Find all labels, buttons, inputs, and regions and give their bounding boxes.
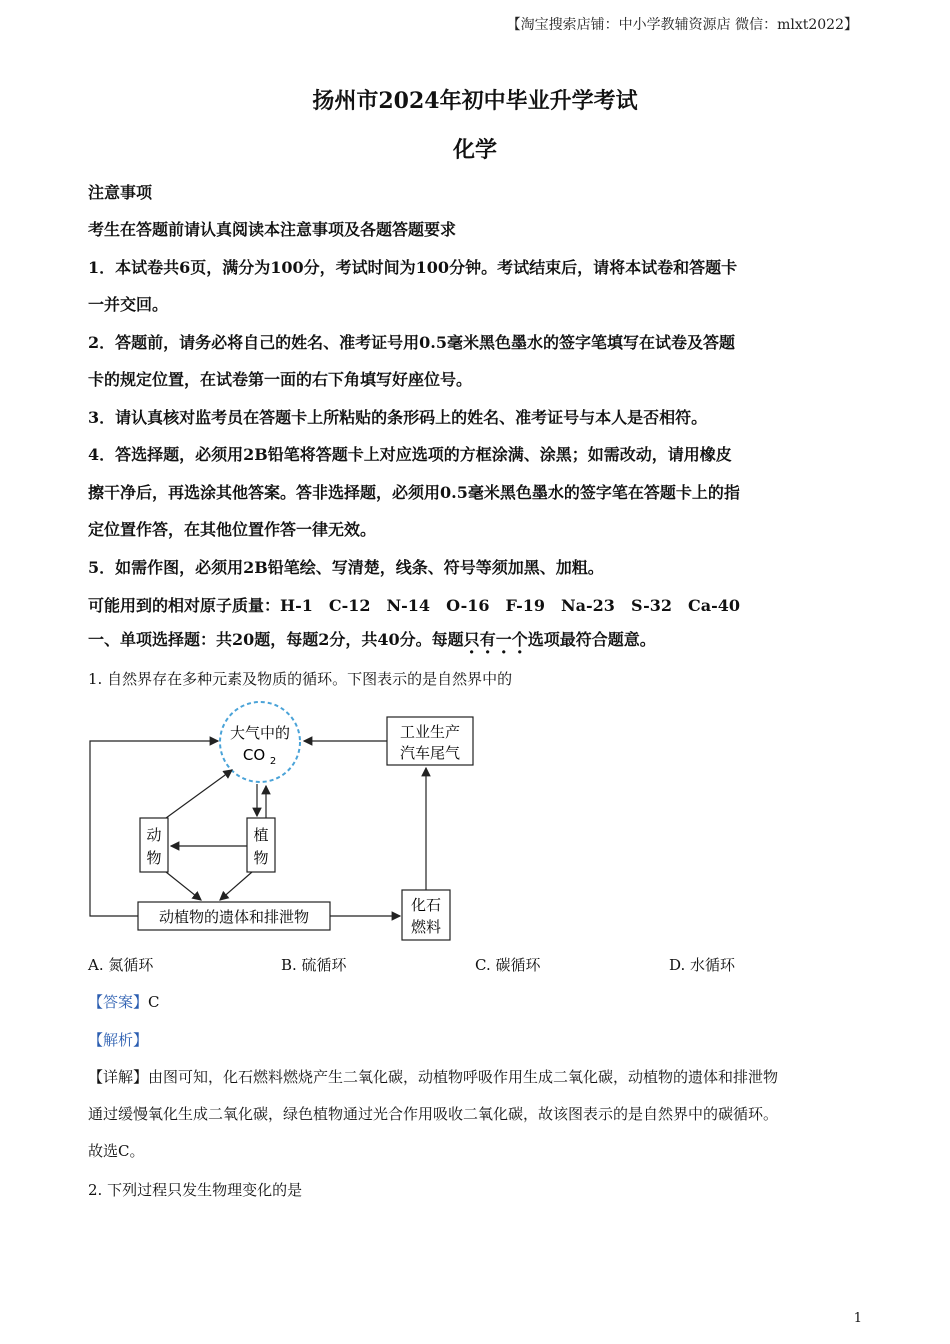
- section-heading: [88, 627, 868, 650]
- notice-intro: 考生在答题前请认真阅读本注意事项及各题答题要求: [88, 220, 457, 239]
- atomic-mass-line: 可能用到的相对原子质量：H-1 C-12 N-14 O-16 F-19 Na-23 S-32 Ca-40: [88, 596, 740, 615]
- section-prefix: 一、单项选择题：共20题，每题2分，共40分。每题: [88, 630, 464, 649]
- fossil-label-1: 化石: [410, 896, 442, 914]
- atmosphere-label: 大气中的: [229, 724, 291, 742]
- option-b: B. 硫循环: [281, 956, 347, 974]
- emphasis-char: 个: [511, 630, 528, 649]
- arrow-animal-to-air: [166, 770, 232, 818]
- remains-label: 动植物的遗体和排泄物: [158, 908, 310, 926]
- section-suffix: 选项最符合题意。: [527, 630, 656, 649]
- question-1-stem: 1. 自然界存在多种元素及物质的循环。下图表示的是自然界中的: [88, 670, 513, 688]
- industry-label: 工业生产: [399, 723, 461, 741]
- fossil-label-2: 燃料: [410, 918, 442, 936]
- co2-label: CO: [242, 746, 266, 764]
- co2-subscript: 2: [269, 756, 277, 767]
- notice-line: 4．答选择题，必须用2B铅笔将答题卡上对应选项的方框涂满、涂黑；如需改动，请用橡皮: [88, 445, 732, 464]
- notice-line: 1．本试卷共6页，满分为100分，考试时间为100分钟。考试结束后，请将本试卷和答题卡: [88, 258, 738, 277]
- analysis-label: 【解析】: [88, 1031, 149, 1049]
- exhaust-label: 汽车尾气: [399, 744, 461, 762]
- emphasis-char: 有: [479, 630, 496, 649]
- detail-text: 由图可知，化石燃料燃烧产生二氧化碳，动植物呼吸作用生成二氧化碳，动植物的遗体和排泄物: [148, 1068, 779, 1086]
- answer-value: C: [148, 993, 160, 1011]
- carbon-cycle-diagram: [80, 700, 480, 950]
- detail-label: 【详解】: [88, 1068, 149, 1086]
- header-note: 【淘宝搜索店铺：中小学教辅资源店 微信：mlxt2022】: [506, 17, 858, 33]
- option-c: C. 碳循环: [475, 956, 541, 974]
- detail-line: [88, 1066, 868, 1087]
- plant-label-1: 植: [253, 826, 269, 844]
- notice-line: 定位置作答，在其他位置作答一律无效。: [88, 520, 377, 539]
- answer-line: [88, 991, 868, 1012]
- page-number: 1: [853, 1311, 862, 1326]
- notice-line: 5．如需作图，必须用2B铅笔绘、写清楚，线条、符号等须加黑、加粗。: [88, 558, 604, 577]
- emphasis-char: 一: [495, 630, 512, 649]
- notice-line: 3．请认真核对监考员在答题卡上所粘贴的条形码上的姓名、准考证号与本人是否相符。: [88, 408, 708, 427]
- notice-line: 擦干净后，再选涂其他答案。答非选择题，必须用0.5毫米黑色墨水的签字笔在答题卡上的指: [88, 483, 740, 502]
- notice-heading: 注意事项: [88, 183, 153, 202]
- animal-label-2: 物: [146, 849, 162, 867]
- animal-label-1: 动: [146, 826, 162, 844]
- notice-line: 一并交回。: [88, 295, 169, 314]
- arrow-plant-to-remains: [220, 872, 252, 900]
- option-d: D. 水循环: [669, 956, 736, 974]
- question-2-stem: 2. 下列过程只发生物理变化的是: [88, 1181, 303, 1199]
- detail-line: 故选C。: [88, 1142, 145, 1160]
- notice-line: 卡的规定位置，在试卷第一面的右下角填写好座位号。: [88, 370, 473, 389]
- plant-label-2: 物: [253, 849, 269, 867]
- answer-label: 【答案】: [88, 993, 149, 1011]
- subject-title: 化学: [452, 137, 497, 163]
- option-a: A. 氮循环: [88, 956, 154, 974]
- arrow-animal-to-remains: [166, 872, 201, 900]
- notice-line: 2．答题前，请务必将自己的姓名、准考证号用0.5毫米黑色墨水的签字笔填写在试卷及答题: [88, 333, 735, 352]
- detail-line: 通过缓慢氧化生成二氧化碳，绿色植物通过光合作用吸收二氧化碳，故该图表示的是自然界中的碳循环。: [88, 1105, 779, 1123]
- exam-title: 扬州市2024年初中毕业升学考试: [312, 88, 638, 114]
- emphasis-char: 只: [463, 630, 480, 649]
